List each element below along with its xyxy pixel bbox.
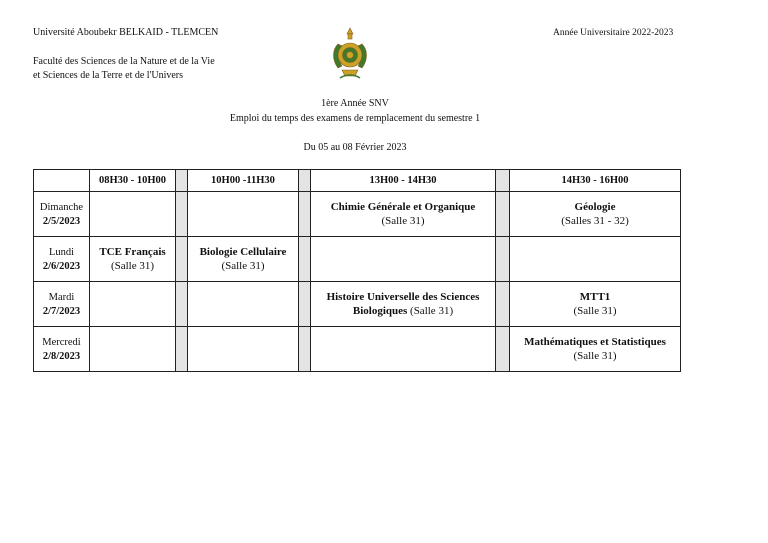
- gap-column: [176, 192, 188, 237]
- exam-schedule-table: [33, 169, 681, 372]
- exam-subject: Histoire Universelle des Sciences Biologiques: [326, 291, 480, 317]
- gap-column: [496, 237, 510, 282]
- table-row: [34, 192, 681, 237]
- gap-column: [176, 282, 188, 327]
- university-name: Université Aboubekr BELKAID - TLEMCEN: [33, 27, 219, 38]
- faculty-line-1: Faculté des Sciences de la Nature et de la Vie: [33, 56, 215, 67]
- faculty-line-2: et Sciences de la Terre et de l'Univers: [33, 70, 184, 81]
- exam-room: (Salle 31): [410, 305, 454, 317]
- corner-cell: [34, 170, 90, 192]
- gap-column: [496, 192, 510, 237]
- day-date: 2/8/2023: [42, 350, 81, 362]
- exam-cell: [510, 282, 681, 327]
- exam-cell: [90, 327, 176, 372]
- day-cell: [34, 237, 90, 282]
- table-row: [34, 327, 681, 372]
- exam-period: Du 05 au 08 Février 2023: [303, 142, 407, 153]
- exam-room: (Salle 31): [381, 215, 425, 227]
- level-title: 1ère Année SNV: [321, 98, 389, 109]
- gap-column: [299, 282, 311, 327]
- gap-column: [496, 282, 510, 327]
- gap-column: [299, 170, 311, 192]
- exam-cell: [311, 282, 496, 327]
- day-cell: [34, 282, 90, 327]
- exam-cell: [188, 237, 299, 282]
- day-date: 2/7/2023: [42, 305, 81, 317]
- exam-cell: [311, 327, 496, 372]
- gap-column: [176, 327, 188, 372]
- exam-room: (Salle 31): [110, 260, 155, 272]
- day-name: Mardi: [48, 291, 75, 303]
- time-slot-header: 14H30 - 16H00: [510, 170, 681, 192]
- exam-cell: [90, 192, 176, 237]
- exam-cell: [188, 327, 299, 372]
- time-slot-header: 10H00 -11H30: [188, 170, 299, 192]
- day-name: Mercredi: [42, 336, 81, 348]
- exam-subject: Mathématiques et Statistiques: [524, 336, 666, 348]
- exam-cell: [188, 282, 299, 327]
- day-name: Lundi: [48, 246, 75, 258]
- gap-column: [176, 237, 188, 282]
- exam-subtitle: Emploi du temps des examens de remplacement du semestre 1: [229, 113, 481, 124]
- exam-cell: [510, 192, 681, 237]
- exam-cell: [311, 192, 496, 237]
- day-name: Dimanche: [39, 201, 84, 213]
- day-cell: [34, 327, 90, 372]
- gap-column: [299, 327, 311, 372]
- gap-column: [299, 192, 311, 237]
- exam-subject: Biologie Cellulaire: [199, 246, 287, 258]
- exam-room: (Salle 31): [573, 350, 617, 362]
- gap-column: [496, 327, 510, 372]
- exam-cell: [90, 282, 176, 327]
- exam-cell: [188, 192, 299, 237]
- exam-cell: [510, 237, 681, 282]
- table-header-row: [34, 170, 681, 192]
- exam-subject: Chimie Générale et Organique: [330, 201, 476, 213]
- exam-cell: [90, 237, 176, 282]
- table-row: [34, 237, 681, 282]
- exam-cell: [510, 327, 681, 372]
- gap-column: [176, 170, 188, 192]
- table-row: [34, 282, 681, 327]
- day-cell: [34, 192, 90, 237]
- exam-cell: [311, 237, 496, 282]
- exam-subject: TCE Français: [99, 246, 166, 258]
- exam-room: (Salles 31 - 32): [561, 215, 629, 227]
- exam-room: (Salle 31): [573, 305, 617, 317]
- gap-column: [496, 170, 510, 192]
- day-date: 2/6/2023: [42, 260, 81, 272]
- day-date: 2/5/2023: [42, 215, 81, 227]
- exam-subject: MTT1: [579, 291, 611, 303]
- time-slot-header: 13H00 - 14H30: [311, 170, 496, 192]
- exam-room: (Salle 31): [221, 260, 265, 272]
- gap-column: [299, 237, 311, 282]
- time-slot-header: 08H30 - 10H00: [90, 170, 176, 192]
- academic-year: Année Universitaire 2022-2023: [553, 28, 674, 38]
- university-emblem-icon: [328, 26, 372, 82]
- exam-subject: Géologie: [574, 201, 616, 213]
